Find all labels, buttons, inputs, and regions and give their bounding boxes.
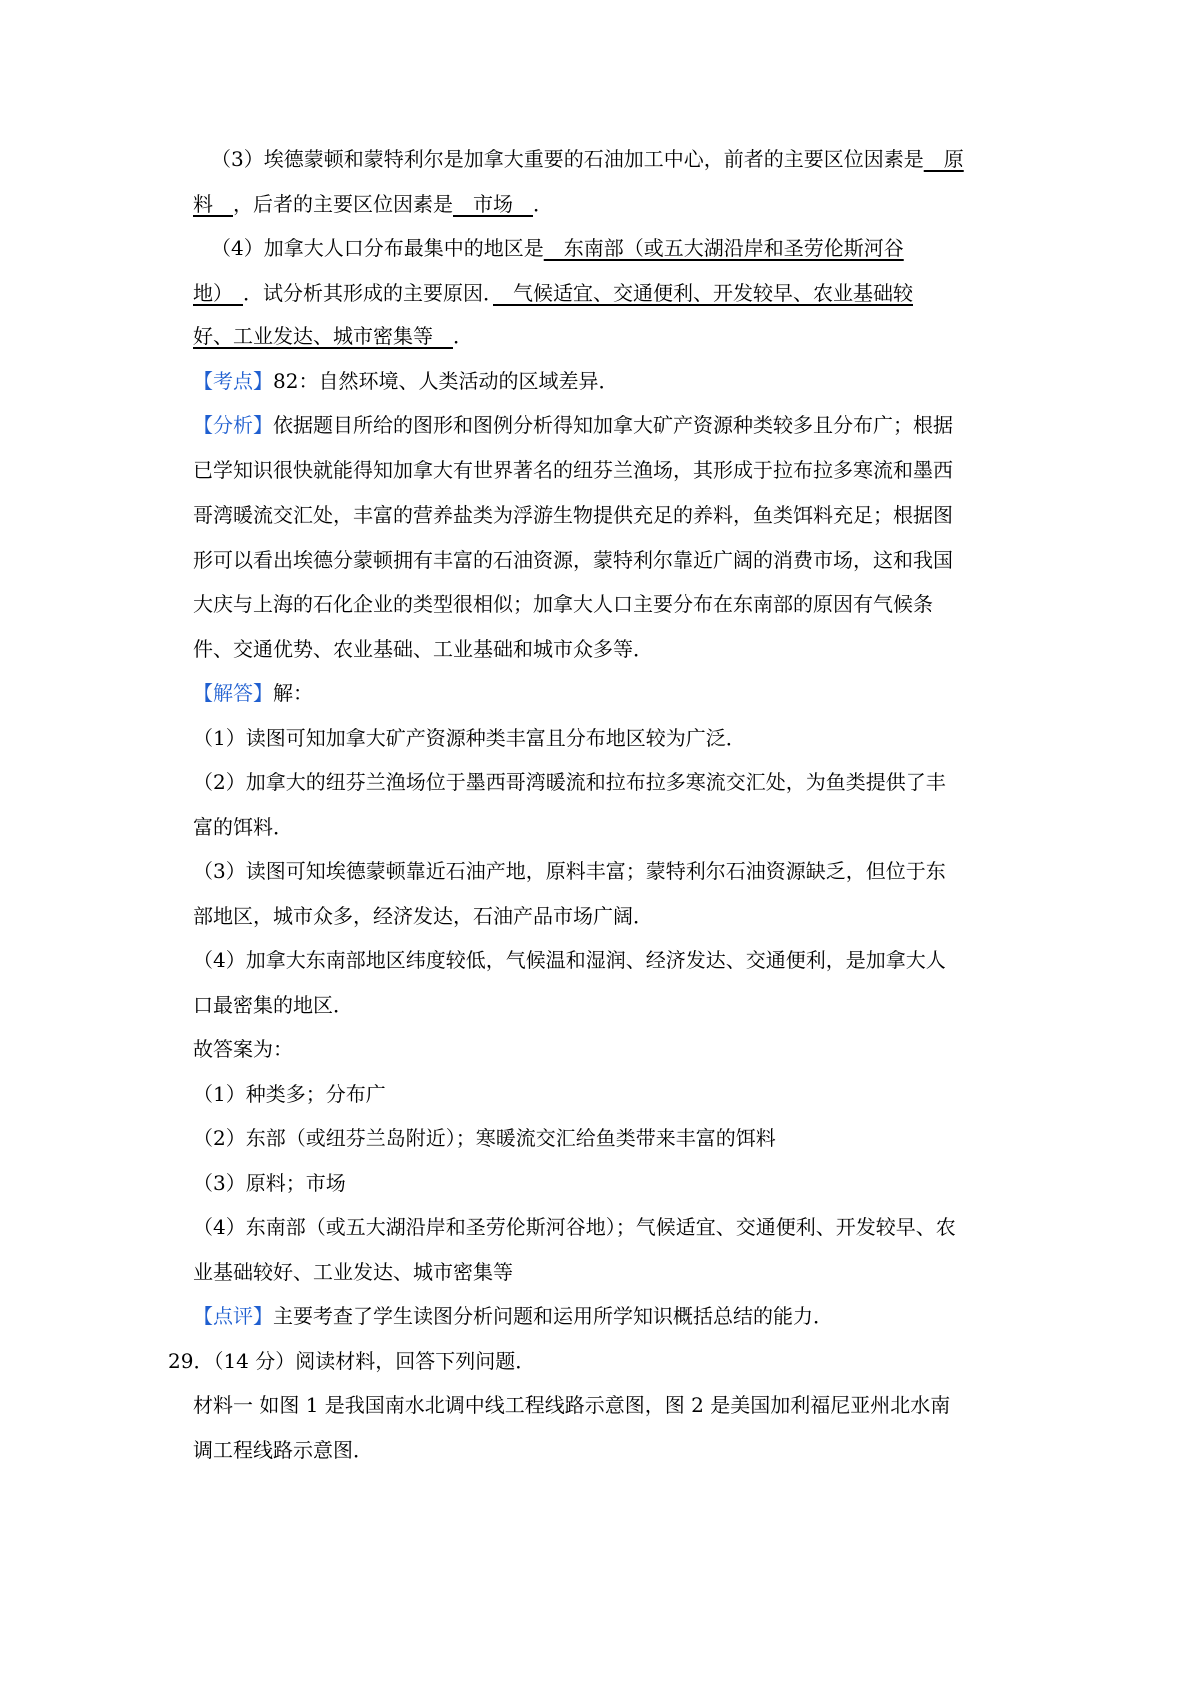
kaodian-section: [193, 367, 618, 395]
fenxi-line-1: [193, 411, 953, 439]
q3-answer-2: 市场: [453, 192, 533, 216]
q29-material-1-line-1: 材料一 如图 1 是我国南水北调中线工程线路示意图，图 2 是美国加利福尼亚州北水南: [193, 1393, 951, 1417]
final-answer-heading: 故答案为：: [193, 1037, 293, 1061]
dianping-tag: 【点评】: [193, 1304, 273, 1328]
q4-answer-2: 气候适宜、交通便利、开发较早、农业基础较: [493, 281, 913, 305]
q29-heading: 29．（14 分）阅读材料，回答下列问题．: [168, 1349, 536, 1373]
q4-prompt-2: ．试分析其形成的主要原因．: [243, 281, 493, 305]
q4-answer-1: 东南部（或五大湖沿岸和圣劳伦斯河谷: [543, 236, 904, 260]
jieda-answer-2-line-2: 富的饵料．: [193, 815, 293, 839]
final-answer-2: （2）东部（或纽芬兰岛附近）；寒暖流交汇给鱼类带来丰富的饵料: [193, 1126, 776, 1150]
dianping-section: [193, 1302, 833, 1330]
q4-line-2: [193, 279, 913, 307]
final-answer-4-line-2: 业基础较好、工业发达、城市密集等: [193, 1260, 513, 1284]
jieda-answer-3-line-1: （3）读图可知埃德蒙顿靠近石油产地，原料丰富；蒙特利尔石油资源缺乏，但位于东: [193, 859, 946, 883]
q3-line-2: [193, 190, 553, 218]
final-answer-3: （3）原料；市场: [193, 1171, 346, 1195]
q3-prompt: （3）埃德蒙顿和蒙特利尔是加拿大重要的石油加工中心，前者的主要区位因素是: [211, 147, 924, 171]
q3-end: ．: [533, 192, 553, 216]
jieda-tag: 【解答】: [193, 681, 273, 705]
q4-line-3: [193, 322, 473, 350]
fenxi-line-4: 形可以看出埃德分蒙顿拥有丰富的石油资源，蒙特利尔靠近广阔的消费市场，这和我国: [193, 548, 953, 572]
fenxi-text-1: 依据题目所给的图形和图例分析得知加拿大矿产资源种类较多且分布广；根据: [273, 413, 953, 437]
jieda-text: 解：: [273, 681, 313, 705]
jieda-answer-3-line-2: 部地区，城市众多，经济发达，石油产品市场广阔．: [193, 904, 653, 928]
q4-prompt: （4）加拿大人口分布最集中的地区是: [211, 236, 544, 260]
kaodian-text: 82：自然环境、人类活动的区域差异．: [273, 369, 619, 393]
q3-line-1: [211, 145, 964, 173]
fenxi-line-5: 大庆与上海的石化企业的类型很相似；加拿大人口主要分布在东南部的原因有气候条: [193, 592, 933, 616]
q4-end: ．: [453, 324, 473, 348]
jieda-answer-4-line-2: 口最密集的地区．: [193, 993, 353, 1017]
q4-line-1: [211, 234, 904, 262]
fenxi-line-3: 哥湾暖流交汇处，丰富的营养盐类为浮游生物提供充足的养料，鱼类饵料充足；根据图: [193, 503, 953, 527]
q3-prompt-2: ，后者的主要区位因素是: [233, 192, 453, 216]
jieda-answer-2-line-1: （2）加拿大的纽芬兰渔场位于墨西哥湾暖流和拉布拉多寒流交汇处，为鱼类提供了丰: [193, 770, 946, 794]
q4-answer-1-cont: 地）: [193, 281, 243, 305]
final-answer-1: （1）种类多；分布广: [193, 1082, 386, 1106]
dianping-text: 主要考查了学生读图分析问题和运用所学知识概括总结的能力．: [273, 1304, 833, 1328]
fenxi-line-2: 已学知识很快就能得知加拿大有世界著名的纽芬兰渔场，其形成于拉布拉多寒流和墨西: [193, 458, 953, 482]
jieda-answer-1: （1）读图可知加拿大矿产资源种类丰富且分布地区较为广泛．: [193, 726, 746, 750]
q4-answer-2-cont: 好、工业发达、城市密集等: [193, 324, 453, 348]
q3-answer-1: 原: [923, 147, 964, 171]
jieda-answer-4-line-1: （4）加拿大东南部地区纬度较低，气候温和湿润、经济发达、交通便利，是加拿大人: [193, 948, 946, 972]
kaodian-tag: 【考点】: [193, 369, 273, 393]
final-answer-4-line-1: （4）东南部（或五大湖沿岸和圣劳伦斯河谷地）；气候适宜、交通便利、开发较早、农: [193, 1215, 956, 1239]
q29-material-1-line-2: 调工程线路示意图．: [193, 1438, 373, 1462]
fenxi-tag: 【分析】: [193, 413, 273, 437]
jieda-line: [193, 679, 313, 707]
q3-answer-1-cont: 料: [193, 192, 233, 216]
fenxi-line-6: 件、交通优势、农业基础、工业基础和城市众多等．: [193, 637, 653, 661]
